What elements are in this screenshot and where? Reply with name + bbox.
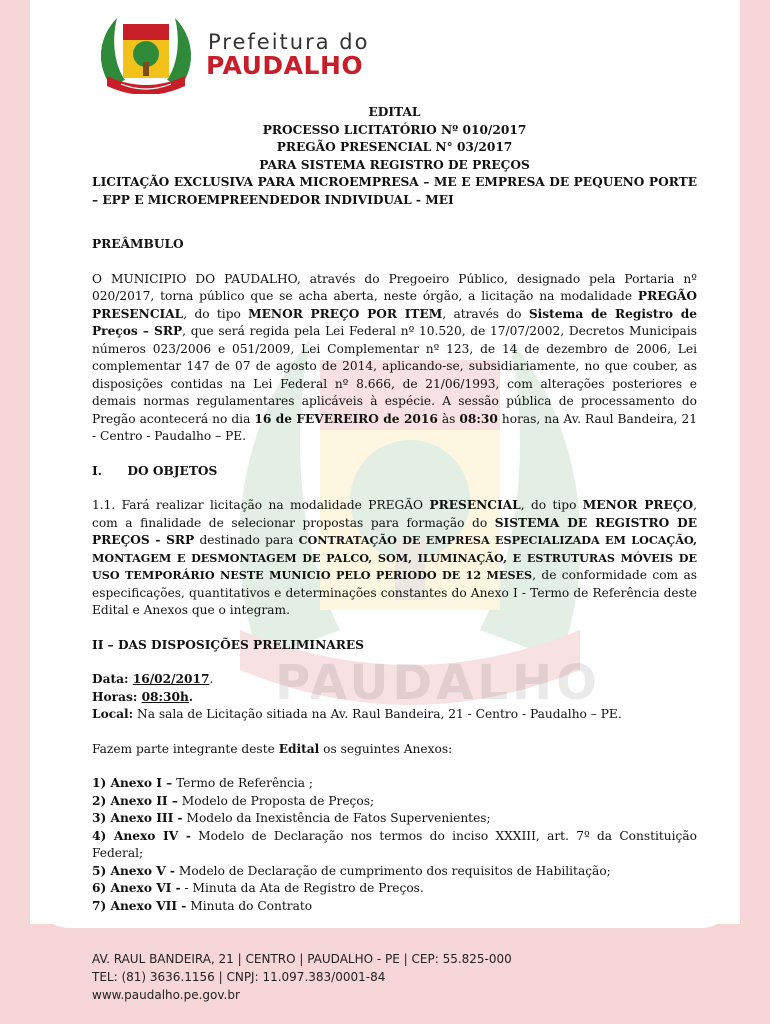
title-exclusiva: LICITAÇÃO EXCLUSIVA PARA MICROEMPRESA – ME E EMPRESA DE PEQUENO PORTE – EPP E MICROEMPREENDEDOR INDIVIDUAL - MEI: [92, 175, 697, 207]
anexo-item: 6) Anexo VI - - Minuta da Ata de Registro de Preços.: [92, 881, 424, 895]
page-frame-left: [0, 0, 30, 1024]
anexo-item: 1) Anexo I – Termo de Referência ;: [92, 776, 313, 790]
footer-website: www.paudalho.pe.gov.br: [92, 988, 240, 1002]
preambulo-paragraph: O MUNICIPIO DO PAUDALHO, através do Pregoeiro Público, designado pela Portaria nº 020/2017, torna público que se acha aberta, neste órgão, a licitação na modalidade PREGÃO PRESENCIAL, do tipo MENOR PREÇO POR ITEM, através do Sistema de Registro de Preços – SRP, que será regida pela Lei Federal nº 10.520, de 17/07/2002, Decretos Municipais números 023/2006 e 051/2009, Lei Complementar nº 123, de 14 de dezembro de 2006, Lei complementar 147 de 07 de agosto de 2014, aplicando-se, subsidiariamente, no que couber, as disposições contidas na Lei Federal nº 8.666, de 21/06/1993, com alterações posteriores e demais normas regulamentares aplicáveis à espécie. A sessão pública de processamento do Pregão acontecerá no dia 16 de FEVEREIRO de 2016 às 08:30 horas, na Av. Raul Bandeira, 21 - Centro - Paudalho – PE.: [92, 271, 697, 443]
watermark-text: PAUDALHO: [275, 655, 601, 711]
anexo-item: 7) Anexo VII - Minuta do Contrato: [92, 898, 313, 913]
title-srp: PARA SISTEMA REGISTRO DE PREÇOS: [259, 157, 530, 172]
title-pregao: PREGÃO PRESENCIAL N° 03/2017: [276, 140, 513, 154]
page-footer: [92, 950, 512, 1004]
preambulo-heading: PREÂMBULO: [92, 237, 184, 251]
section1-heading: I. DO OBJETOS: [92, 463, 218, 478]
document-body: [92, 104, 697, 915]
section2-heading: II – DAS DISPOSIÇÕES PRELIMINARES: [92, 637, 364, 652]
anexo-item: 5) Anexo V - Modelo de Declaração de cumprimento dos requisitos de Habilitação;: [92, 863, 611, 878]
title-edital: EDITAL: [368, 105, 421, 119]
anexo-item: 4) Anexo IV - Modelo de Declaração nos termos do inciso XXXIII, art. 7º da Constituição Federal;: [92, 828, 697, 860]
session-date: Data: 16/02/2017.: [92, 672, 214, 686]
brand-title: PAUDALHO: [206, 51, 364, 80]
municipality-logo: [93, 14, 199, 94]
footer-address: AV. RAUL BANDEIRA, 21 | CENTRO | PAUDALHO - PE | CEP: 55.825-000: [92, 952, 512, 966]
anexos-intro: Fazem parte integrante deste Edital os seguintes Anexos:: [92, 741, 453, 756]
footer-contact: TEL: (81) 3636.1156 | CNPJ: 11.097.383/0001-84: [92, 970, 386, 984]
anexo-item: 3) Anexo III - Modelo da Inexistência de Fatos Supervenientes;: [92, 811, 491, 825]
section1-paragraph: 1.1. Fará realizar licitação na modalidade PREGÃO PRESENCIAL, do tipo MENOR PREÇO, com a finalidade de selecionar propostas para formação do SISTEMA DE REGISTRO DE PREÇOS - SRP destinado para CONTRATAÇÃO DE EMPRESA ESPECIALIZADA EM LOCAÇÃO, MONTAGEM E DESMONTAGEM DE PALCO, SOM, ILUMINAÇÃO, E ESTRUTURAS MÓVEIS DE USO TEMPORÁRIO NESTE MUNICIO PELO PERIODO DE 12 MESES, de conformidade com as especificações, quantitativos e determinações constantes do Anexo I - Termo de Referência deste Edital e Anexos que o integram.: [92, 498, 698, 617]
title-processo: PROCESSO LICITATÓRIO Nº 010/2017: [262, 122, 527, 137]
session-location: Local: Na sala de Licitação sitiada na Av. Raul Bandeira, 21 - Centro - Paudalho – PE.: [92, 707, 622, 721]
page-frame-right: [740, 0, 770, 1024]
session-time: Horas: 08:30h.: [92, 689, 194, 704]
brand-subtitle: Prefeitura do: [208, 30, 370, 54]
anexo-item: 2) Anexo II – Modelo de Proposta de Preços;: [92, 793, 375, 808]
